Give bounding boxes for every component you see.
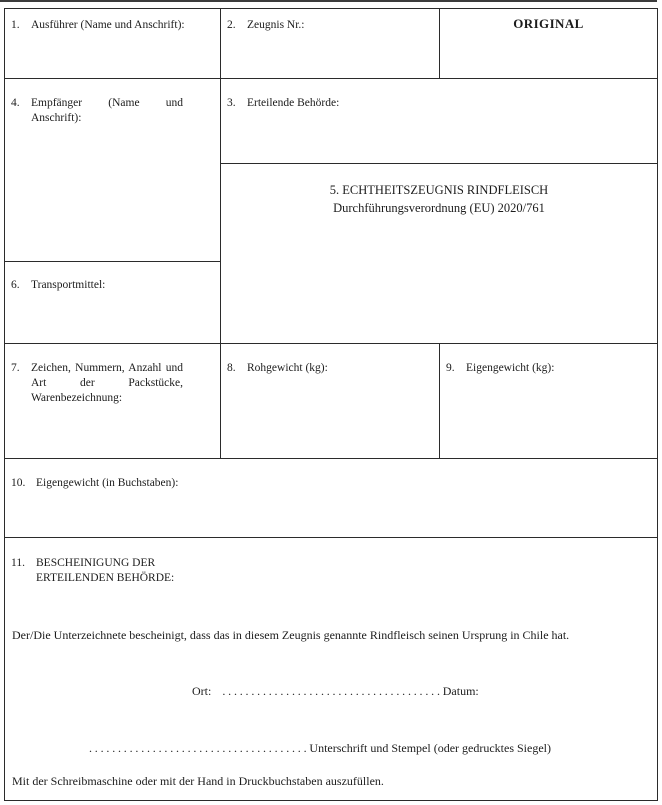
document-type-badge [440, 9, 657, 78]
field-attestation-number: 11. [11, 557, 25, 569]
date-label: Datum: [442, 683, 479, 698]
field-gross-weight-label: Rohgewicht (kg): [247, 362, 328, 374]
field-net-weight [440, 344, 657, 458]
field-consignee [5, 79, 220, 262]
field-certificate-number [221, 9, 440, 78]
signature-label: Unterschrift und Stempel (oder gedrucktes Siegel) [309, 740, 551, 755]
field-issuing-authority-number: 3. [227, 97, 236, 109]
place-fill-dots: ...................................... [222, 683, 443, 698]
document-type-label: ORIGINAL [513, 16, 584, 31]
row-weights [5, 344, 657, 459]
field-packages [5, 344, 221, 458]
signature-line [5, 741, 657, 756]
certificate-form-table [4, 8, 658, 801]
field-issuing-authority [221, 79, 657, 164]
field-transport-number: 6. [11, 279, 20, 291]
place-label: Ort: [192, 683, 212, 698]
column-right [221, 79, 657, 343]
field-exporter-number: 1. [11, 19, 20, 31]
column-left [5, 79, 221, 343]
certificate-title: 5. ECHTHEITSZEUGNIS RINDFLEISCH [329, 183, 549, 197]
field-exporter [5, 9, 221, 78]
certificate-title-box [221, 164, 657, 343]
field-certificate-number-number: 2. [227, 19, 236, 31]
field-net-weight-words-label: Eigengewicht (in Buchstaben): [36, 477, 179, 489]
certificate-subtitle: Durchführungsverordnung (EU) 2020/761 [333, 201, 545, 216]
field-packages-number: 7. [11, 362, 20, 374]
field-transport [5, 262, 220, 343]
field-certificate-number-label: Zeugnis Nr.: [247, 19, 305, 31]
row-middle [5, 79, 657, 344]
field-exporter-label: Ausführer (Name und Anschrift): [31, 19, 185, 31]
row-header [5, 9, 657, 79]
field-consignee-label: Empfänger (Name und Anschrift): [31, 97, 183, 125]
field-net-weight-label: Eigengewicht (kg): [466, 362, 555, 374]
field-gross-weight-number: 8. [227, 362, 236, 374]
field-issuing-authority-label: Erteilende Behörde: [247, 97, 340, 109]
field-consignee-number: 4. [11, 97, 20, 109]
field-attestation-label: BESCHEINIGUNG DER ERTEILENDEN BEHÖRDE: [36, 557, 175, 585]
place-date-line [5, 684, 657, 699]
page-top-rule [0, 0, 657, 2]
attestation-statement: Der/Die Unterzeichnete bescheinigt, dass das in diesem Zeugnis genannte Rindfleisch seinen Ursprung in Chile hat. [12, 628, 570, 643]
signature-fill-dots: ...................................... [89, 740, 310, 755]
field-net-weight-number: 9. [446, 362, 455, 374]
field-gross-weight [221, 344, 440, 458]
field-net-weight-words [5, 459, 657, 538]
fill-instruction-note: Mit der Schreibmaschine oder mit der Hand in Druckbuchstaben auszufüllen. [12, 774, 384, 788]
field-attestation [5, 538, 657, 800]
field-transport-label: Transportmittel: [31, 279, 106, 291]
field-packages-label: Zeichen, Nummern, Anzahl und Art der Packstücke, Warenbezeichnung: [31, 362, 183, 405]
field-net-weight-words-number: 10. [11, 477, 26, 489]
